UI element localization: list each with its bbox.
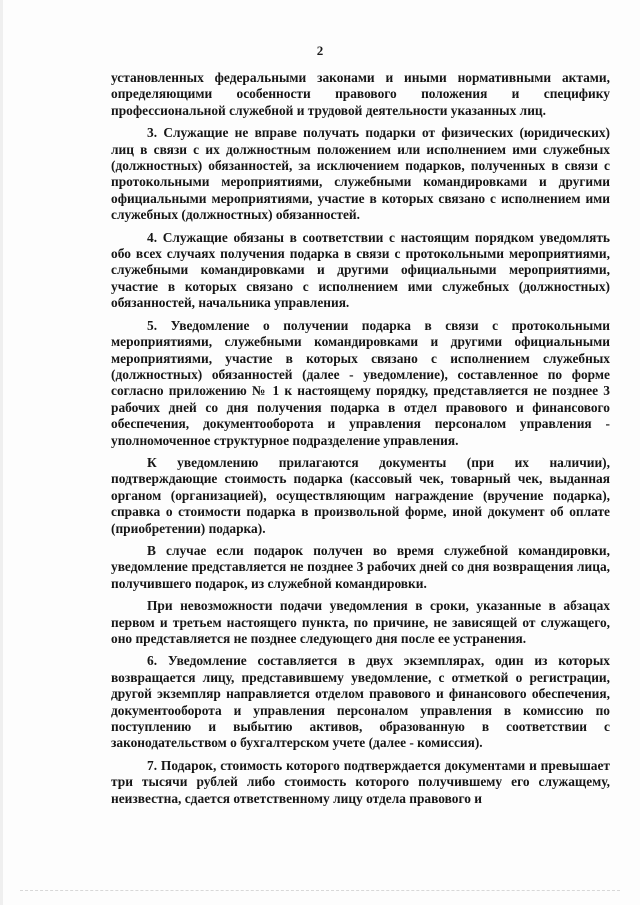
- paragraph-item-3: 3. Служащие не вправе получать подарки от физических (юридических) лиц в связи с их должностным положением или исполнением ими служебных (должностных) обязанностей, за исключением подарков, полученных в связи с протокольными мероприятиями, служебными командировками и другими официальными мероприятиями, участие в которых связано с исполнением ими служебных (должностных) обязанностей.: [111, 125, 610, 223]
- paragraph-impossibility: При невозможности подачи уведомления в сроки, указанные в абзацах первом и третьем настоящего пункта, по причине, не зависящей от служащего, оно представляется не позднее следующего дня после ее устранения.: [111, 598, 610, 646]
- paragraph-item-4: 4. Служащие обязаны в соответствии с настоящим порядком уведомлять обо всех случаях получения подарка в связи с протокольными мероприятиями, служебными командировками и другими официальными мероприятиями, участие в которых связано с исполнением ими служебных (должностных) обязанностей, начальника управления.: [111, 229, 610, 311]
- scan-artifact-line: [20, 887, 620, 891]
- scan-edge: [0, 0, 3, 905]
- paragraph-business-trip: В случае если подарок получен во время служебной командировки, уведомление представляется не позднее 3 рабочих дней со дня возвращения лица, получившего подарок, из служебной командировки.: [111, 542, 610, 591]
- page-number: 2: [316, 43, 324, 58]
- paragraph-attachments: К уведомлению прилагаются документы (при их наличии), подтверждающие стоимость подарка (кассовый чек, товарный чек, выданная органом (организацией), осуществляющим награждение (вручение подарка), справка о стоимости подарка в произвольной форме, иной документ об оплате (приобретении) подарка).: [111, 454, 610, 536]
- paragraph-item-7: 7. Подарок, стоимость которого подтверждается документами и превышает три тысячи рублей либо стоимость которого получившему его служащему, неизвестна, сдается ответственному лицу отдела правового и: [111, 757, 610, 806]
- paragraph-continuation: установленных федеральными законами и иными нормативными актами, определяющими особенности правового положения и специфику профессиональной служебной и трудовой деятельности указанных лиц.: [111, 70, 610, 118]
- paragraph-item-6: 6. Уведомление составляется в двух экземплярах, один из которых возвращается лицу, представившему уведомление, с отметкой о регистрации, другой экземпляр направляется отделом правового и финансового обеспечения, документооборота и управления персоналом управления в комиссию по поступлению и выбытию активов, образованную в соответствии с законодательством о бухгалтерском учете (далее - комиссия).: [111, 653, 610, 751]
- paragraph-item-5: 5. Уведомление о получении подарка в связи с протокольными мероприятиями, служебными командировками и другими официальными мероприятиями, участие в которых связано с исполнением служебных (должностных) обязанностей (далее - уведомление), составленное по форме согласно приложению № 1 к настоящему порядку, представляется не позднее 3 рабочих дней со дня получения подарка в отдел правового и финансового обеспечения, документооборота и управления персоналом управления - уполномоченное структурное подразделение управления.: [111, 317, 610, 448]
- document-body: [111, 70, 610, 807]
